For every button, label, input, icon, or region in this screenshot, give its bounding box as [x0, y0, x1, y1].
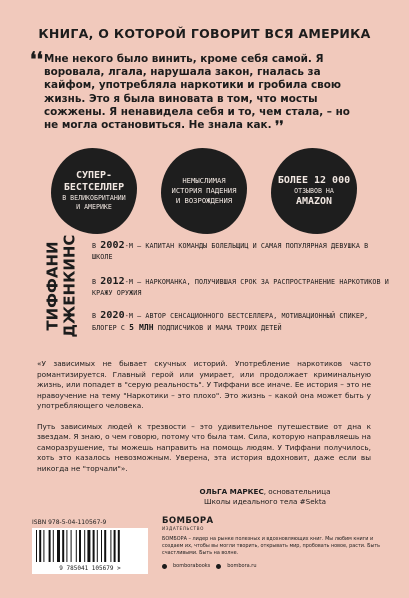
quote-text: Мне некого было винить, кроме себя самой. Я воровала, лгала, нарушала закон, гналась за кайфом, употребляла наркотики и гробила свою жизнь. Это я была виновата в том, что мосты сожжены. Я ненавидела себя и то, чем стала, – но не могла остановиться. Не знала как.	[44, 53, 350, 132]
publisher-logo-sub: ИЗДАТЕЛЬСТВО	[162, 526, 205, 531]
review-paragraph-2: Путь зависимых людей к трезвости – это удивительное путешествие от дна к звездам. Я знаю, о чем говорю, потому что была там. Сила, которую направляешь на саморазрушение, ты можешь направить на помощь людям. У Тиффани получилось, хоть это казалось невозможным. Уверена, эта история вдохновит, даже если вы никогда не "торчали"».	[37, 421, 371, 473]
bio-2012-year: 2012	[100, 276, 125, 287]
author-first-name: ТИФФАНИ	[43, 241, 61, 331]
close-quote-mark: ❜❜	[275, 119, 284, 135]
publisher-social	[162, 563, 257, 569]
web-icon	[216, 564, 221, 569]
social-website: bombora.ru	[227, 563, 257, 569]
isbn: ISBN 978-5-04-110567-9	[32, 519, 107, 526]
badge-amazon-count: БОЛЕЕ 12 000	[277, 174, 351, 186]
badge-amazon	[271, 148, 357, 234]
social-handle: bomborabooks	[173, 563, 211, 569]
barcode-graphic	[32, 528, 148, 564]
review-block	[37, 359, 371, 484]
badge-bestseller-subtitle: В ВЕЛИКОБРИТАНИИ И АМЕРИКЕ	[62, 194, 126, 211]
bio-2002-year: 2002	[100, 240, 125, 251]
signature-role-b: Школы идеального тела #Sekta	[203, 497, 327, 506]
review-signature	[160, 487, 370, 507]
badge-bestseller-title: СУПЕР-БЕСТСЕЛЛЕР	[63, 170, 125, 193]
badge-story	[161, 148, 247, 234]
publisher-description: БОМБОРА – лидер на рынке полезных и вдохновляющих книг. Мы любим книги и создаем их, чтобы вы могли творить, открывать мир, пробовать новое, расти. Быть счастливыми. Быть на волне.	[162, 536, 381, 556]
badge-amazon-brand: AMAZON	[295, 195, 333, 207]
bio-2020	[92, 310, 392, 334]
barcode-number: 9 785041 105679 >	[32, 564, 148, 574]
bio-2020-accent: 5 МЛН	[129, 323, 154, 332]
signature-role-a: , основательница	[263, 487, 331, 496]
bio-2002-prefix: В	[92, 242, 101, 250]
author-name	[28, 236, 94, 336]
bio-2002-text: -М – КАПИТАН КОМАНДЫ БОЛЕЛЬЩИЦ И САМАЯ ПОПУЛЯРНАЯ ДЕВУШКА В ШКОЛЕ	[92, 242, 369, 261]
signature-name: ОЛЬГА МАРКЕС	[199, 487, 264, 496]
cover-quote	[44, 53, 362, 135]
barcode	[32, 528, 148, 564]
open-quote-mark: ❛❛	[30, 47, 43, 71]
bio-2002	[92, 240, 392, 263]
bio-2020-text-a: -М – АВТОР СЕНСАЦИОННОГО БЕСТСЕЛЛЕРА, МОТИВАЦИОННЫЙ СПИКЕР, БЛОГЕР С	[92, 312, 369, 332]
bio-2012-prefix: В	[92, 278, 101, 286]
publisher-logo: БОМБОРА	[162, 516, 214, 526]
review-paragraph-1: «У зависимых не бывает скучных историй. Употребление наркотиков часто романтизируется. Главный герой или умирает, или продолжает криминальную жизнь, или попадет в "серую реальность". У Тиффани все иначе. Ее история – это не нравоучение на тему "Наркотики – это плохо". Это жизнь – какой она может быть у употребляющего человека.	[37, 359, 371, 410]
badge-story-text: НЕМЫСЛИМАЯ ИСТОРИЯ ПАДЕНИЯ И ВОЗРОЖДЕНИЯ	[171, 176, 237, 205]
social-icon	[162, 564, 167, 569]
badge-amazon-label: ОТЗЫВОВ НА	[294, 186, 334, 195]
bio-2020-prefix: В	[92, 312, 101, 320]
bio-2012-text: -М – НАРКОМАНКА, ПОЛУЧИВШАЯ СРОК ЗА РАСПРОСТРАНЕНИЕ НАРКОТИКОВ И КРАЖУ ОРУЖИЯ	[92, 278, 389, 297]
badge-bestseller	[51, 148, 137, 234]
author-last-name: ДЖЕНКИНС	[60, 234, 78, 338]
bio-2020-year: 2020	[100, 310, 125, 321]
bio-2020-text-b: ПОДПИСЧИКОВ И МАМА ТРОИХ ДЕТЕЙ	[153, 324, 282, 332]
bio-2012	[92, 276, 392, 299]
cover-headline: КНИГА, О КОТОРОЙ ГОВОРИТ ВСЯ АМЕРИКА	[38, 26, 371, 41]
